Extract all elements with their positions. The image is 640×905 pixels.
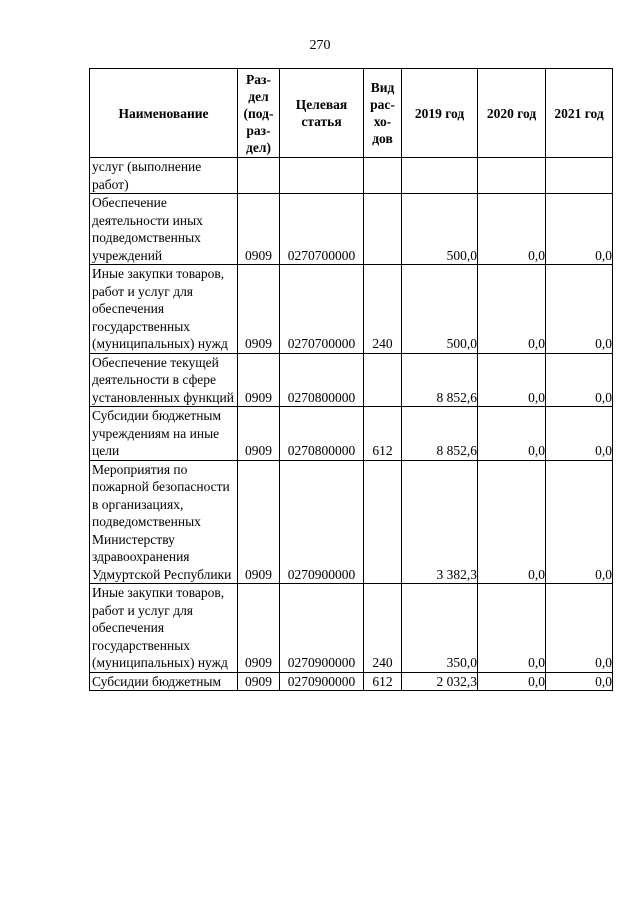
row-2021: 0,0 xyxy=(546,672,613,691)
row-section: 0909 xyxy=(238,584,280,673)
row-2019: 8 852,6 xyxy=(402,407,478,461)
row-kind: 612 xyxy=(364,672,402,691)
row-name: Мероприятия по пожарной безопасности в организациях, подведомственных Министерству здравоохранения Удмуртской Республики xyxy=(90,460,238,584)
row-section: 0909 xyxy=(238,194,280,265)
header-2020: 2020 год xyxy=(478,69,546,158)
row-target: 0270700000 xyxy=(280,194,364,265)
row-target xyxy=(280,158,364,194)
row-section: 0909 xyxy=(238,672,280,691)
row-2019: 8 852,6 xyxy=(402,353,478,407)
row-2020: 0,0 xyxy=(478,194,546,265)
table-row xyxy=(90,584,613,673)
row-2021: 0,0 xyxy=(546,584,613,673)
table-row xyxy=(90,265,613,354)
row-section: 0909 xyxy=(238,407,280,461)
budget-table xyxy=(89,68,613,691)
table-header-row xyxy=(90,69,613,158)
row-2019: 500,0 xyxy=(402,194,478,265)
page-number: 270 xyxy=(309,38,331,53)
row-section: 0909 xyxy=(238,460,280,584)
row-kind xyxy=(364,158,402,194)
row-target: 0270900000 xyxy=(280,584,364,673)
row-2020: 0,0 xyxy=(478,584,546,673)
row-kind xyxy=(364,353,402,407)
row-target: 0270900000 xyxy=(280,672,364,691)
row-2021: 0,0 xyxy=(546,407,613,461)
row-name: услуг (выполнение работ) xyxy=(90,158,238,194)
row-name: Субсидии бюджетным xyxy=(90,672,238,691)
row-2019: 2 032,3 xyxy=(402,672,478,691)
header-target: Целевая статья xyxy=(280,69,364,158)
row-target: 0270900000 xyxy=(280,460,364,584)
header-name: Наименование xyxy=(90,69,238,158)
row-name: Обеспечение текущей деятельности в сфере установленных функций xyxy=(90,353,238,407)
row-2020: 0,0 xyxy=(478,407,546,461)
row-2019: 3 382,3 xyxy=(402,460,478,584)
header-section: Раз- дел (под- раз- дел) xyxy=(238,69,280,158)
row-target: 0270700000 xyxy=(280,265,364,354)
row-name: Иные закупки товаров, работ и услуг для обеспечения государственных (муниципальных) нужд xyxy=(90,265,238,354)
table-row xyxy=(90,672,613,691)
row-name: Обеспечение деятельности иных подведомственных учреждений xyxy=(90,194,238,265)
row-name: Иные закупки товаров, работ и услуг для обеспечения государственных (муниципальных) нужд xyxy=(90,584,238,673)
row-2020: 0,0 xyxy=(478,265,546,354)
row-target: 0270800000 xyxy=(280,353,364,407)
row-2020: 0,0 xyxy=(478,460,546,584)
row-2021: 0,0 xyxy=(546,194,613,265)
row-2021: 0,0 xyxy=(546,265,613,354)
table-row xyxy=(90,407,613,461)
table-row xyxy=(90,194,613,265)
row-section: 0909 xyxy=(238,353,280,407)
header-2021: 2021 год xyxy=(546,69,613,158)
row-2019 xyxy=(402,158,478,194)
header-kind: Вид рас- хо- дов xyxy=(364,69,402,158)
row-2020 xyxy=(478,158,546,194)
row-target: 0270800000 xyxy=(280,407,364,461)
table-row xyxy=(90,353,613,407)
row-kind: 240 xyxy=(364,584,402,673)
row-2020: 0,0 xyxy=(478,672,546,691)
row-2020: 0,0 xyxy=(478,353,546,407)
row-section xyxy=(238,158,280,194)
row-kind: 612 xyxy=(364,407,402,461)
row-2021 xyxy=(546,158,613,194)
table-row xyxy=(90,460,613,584)
row-2021: 0,0 xyxy=(546,460,613,584)
row-kind xyxy=(364,194,402,265)
table-row xyxy=(90,158,613,194)
row-name: Субсидии бюджетным учреждениям на иные цели xyxy=(90,407,238,461)
row-section: 0909 xyxy=(238,265,280,354)
row-2021: 0,0 xyxy=(546,353,613,407)
header-2019: 2019 год xyxy=(402,69,478,158)
row-kind xyxy=(364,460,402,584)
row-kind: 240 xyxy=(364,265,402,354)
row-2019: 500,0 xyxy=(402,265,478,354)
row-2019: 350,0 xyxy=(402,584,478,673)
